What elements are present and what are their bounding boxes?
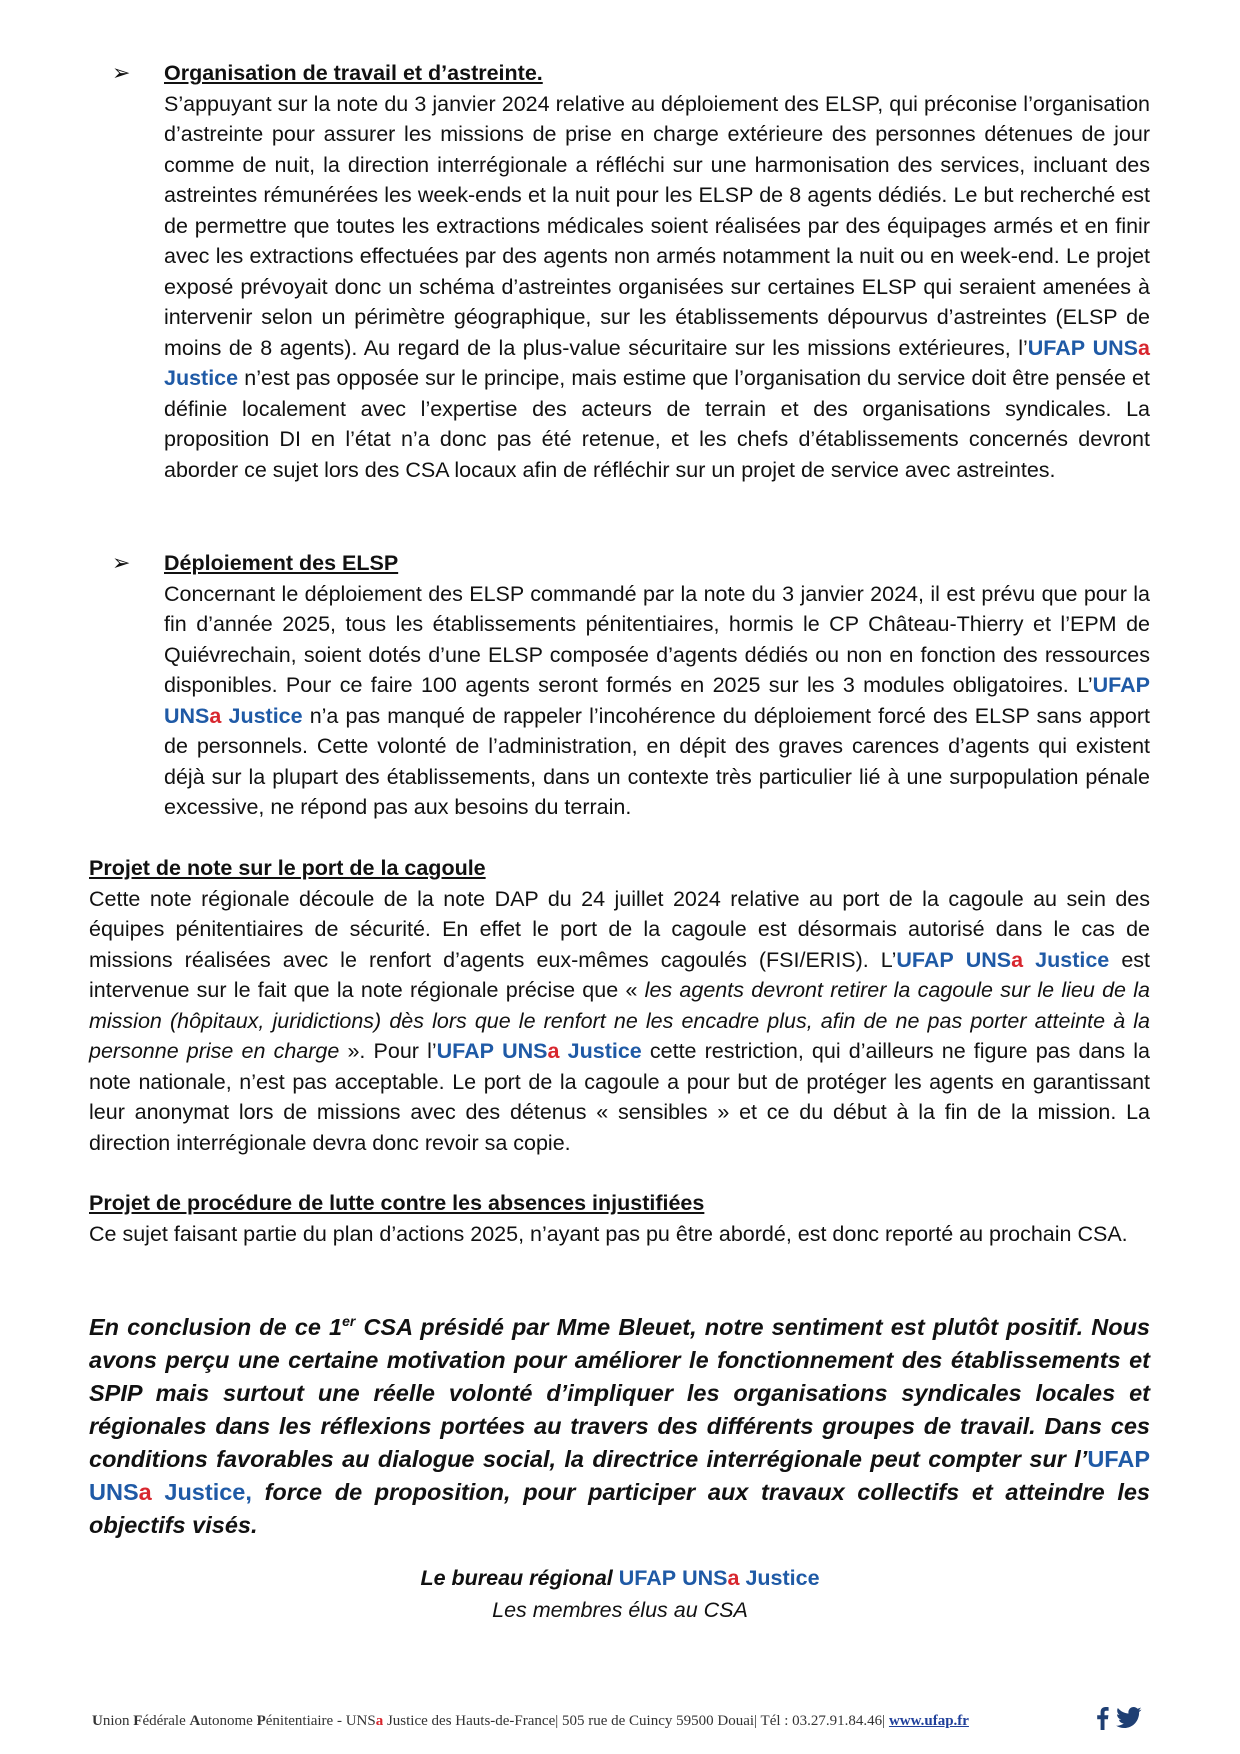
brand-ufap: UFAP: [618, 1566, 677, 1590]
paragraph-text: est intervenue sur le fait que la note régionale précise que «: [89, 947, 1150, 1002]
brand-ufap: UFAP: [1027, 335, 1086, 360]
section-organisation: [164, 58, 1150, 485]
brand-ufap: UFAP: [896, 947, 954, 972]
brand-justice: Justice: [228, 703, 303, 728]
brand-a: a: [547, 1039, 560, 1063]
signature-text: Le bureau régional: [420, 1566, 619, 1590]
brand-uns: UNS: [502, 1039, 548, 1063]
brand-uns: UNS: [682, 1566, 728, 1590]
brand-a: a: [209, 703, 222, 728]
section-title-deploiement: Déploiement des ELSP: [164, 551, 399, 575]
section-title-organisation: Organisation de travail et d’astreinte.: [164, 61, 543, 85]
signature-line-2: Les membres élus au CSA: [492, 1598, 748, 1622]
quote-text: les agents devront retirer la cagoule sur le lieu de la mission (hôpitaux, juridictions) dès lors que le renfort ne les encadre plus, afin de ne pas porter atteinte à la personne prise en charge: [89, 978, 1151, 1063]
website-link[interactable]: www.ufap.fr: [888, 1713, 969, 1729]
brand-uns: UNS: [965, 947, 1012, 972]
brand-ufap: UFAP: [1092, 673, 1150, 697]
conclusion-text: En conclusion de ce 1: [89, 1314, 343, 1340]
paragraph-text: n’a pas manqué de rappeler l’incohérence du déploiement forcé des ELSP sans apport de personnels. Cette volonté de l’administration, en dépit des graves carences d’agents qui existent déjà sur la plupart des établissements, dans un contexte très particulier lié à une surpopulation pénale excessive, ne répond pas aux besoins du terrain.: [164, 703, 1150, 819]
brand-uns: UNS: [89, 1479, 139, 1505]
signature-line-1: [0, 1562, 1240, 1594]
twitter-icon[interactable]: [1116, 1707, 1142, 1734]
brand-a: a: [727, 1566, 740, 1590]
section-absences: [89, 1188, 1150, 1249]
section-deploiement: [164, 548, 1150, 823]
brand-justice: Justice: [567, 1039, 642, 1063]
brand-a: a: [138, 1479, 152, 1505]
brand-ufap: UFAP: [436, 1039, 494, 1063]
superscript: er: [342, 1313, 356, 1330]
paragraph-text: Concernant le déploiement des ELSP commandé par la note du 3 janvier 2024, il est prévu que pour la fin d’année 2025, tous les établissements pénitentiaires, hormis le CP Château-Thierry et l’EPM de Quiévrechain, soient dotés d’une ELSP composée d’agents dédiés ou non en fonction des ressources disponibles. Pour ce faire 100 agents seront formés en 2025 sur les 3 modules obligatoires. L’: [164, 581, 1150, 697]
section-title-absences: Projet de procédure de lutte contre les absences injustifiées: [89, 1191, 705, 1215]
brand-justice: Justice,: [164, 1479, 252, 1505]
brand-uns: UNS: [164, 703, 210, 728]
section-cagoule: [89, 853, 1150, 1158]
brand-justice: Justice: [164, 366, 239, 390]
conclusion-text: CSA présidé par Mme Bleuet, notre sentiment est plutôt positif. Nous avons perçu une certaine motivation pour améliorer le fonctionnement des établissements et SPIP mais surtout une réelle volonté d’impliquer les organisations syndicales locales et régionales dans les réflexions portées au travers des différents groupes de travail. Dans ces conditions favorables au dialogue social, la directrice interrégionale peut compter sur l’: [89, 1314, 1150, 1472]
paragraph-text: Ce sujet faisant partie du plan d’actions 2025, n’ayant pas pu être abordé, est donc reporté au prochain CSA.: [89, 1221, 1128, 1246]
page-footer: Union Fédérale Autonome Pénitentiaire - UNSa Justice des Hauts-de-France| 505 rue de Cuincy 59500 Douai| Tél : 03.27.91.84.46| www.ufap.fr: [92, 1713, 969, 1729]
facebook-icon[interactable]: [1094, 1706, 1110, 1735]
brand-a: a: [1011, 947, 1024, 972]
brand-ufap: UFAP: [1087, 1446, 1150, 1472]
section-title-cagoule: Projet de note sur le port de la cagoule: [89, 856, 486, 880]
paragraph-text: Cette note régionale découle de la note DAP du 24 juillet 2024 relative au port de la cagoule au sein des équipes pénitentiaires de sécurité. En effet le port de la cagoule est désormais autorisé dans le cas de missions réalisées avec le renfort d’agents eux-mêmes cagoulés (FSI/ERIS). L’: [89, 886, 1150, 972]
paragraph-text: S’appuyant sur la note du 3 janvier 2024 relative au déploiement des ELSP, qui préconise l’organisation d’astreinte pour assurer les missions de prise en charge extérieure des personnes détenues de jour comme de nuit, la direction interrégionale a réfléchi sur une harmonisation des services, incluant des astreintes rémunérées les week-ends et la nuit pour les ELSP de 8 agents dédiés. Le but recherché est de permettre que toutes les extractions médicales soient réalisées par des équipages armés et en finir avec les extractions effectuées par des agents non armés notamment la nuit ou en week-end. Le projet exposé prévoyait donc un schéma d’astreintes organisées sur certaines ELSP qui seraient amenées à intervenir selon un périmètre géographique, sur les établissements dépourvus d’astreintes (ELSP de moins de 8 agents). Au regard de la plus-value sécuritaire sur les missions extérieures, l’: [164, 91, 1150, 360]
brand-justice: Justice: [745, 1566, 820, 1590]
paragraph-text: cette restriction, qui d’ailleurs ne figure pas dans la note nationale, n’est pas acceptable. Le port de la cagoule a pour but de protéger les agents en garantissant leur anonymat lors de missions avec des détenus « sensibles » et ce du début à la fin de la mission. La direction interrégionale devra donc revoir sa copie.: [89, 1039, 1150, 1155]
conclusion: [89, 1311, 1150, 1542]
bullet-arrow-icon: ➢: [112, 60, 131, 85]
bullet-arrow-icon: ➢: [112, 550, 131, 575]
brand-justice: Justice: [1035, 947, 1110, 972]
paragraph-text: n’est pas opposée sur le principe, mais estime que l’organisation du service doit être pensée et définie localement avec l’expertise des acteurs de terrain et des organisations syndicales. La proposition DI en l’état n’a donc pas été retenue, et les chefs d’établissements concernés devront aborder ce sujet lors des CSA locaux afin de réfléchir sur un projet de service avec astreintes.: [164, 366, 1150, 482]
brand-uns: UNS: [1092, 335, 1139, 360]
conclusion-text: force de proposition, pour participer aux travaux collectifs et atteindre les objectifs visés.: [89, 1479, 1150, 1538]
social-icons: [1094, 1706, 1142, 1735]
paragraph-text: ». Pour l’: [339, 1039, 437, 1063]
brand-a: a: [1138, 335, 1150, 360]
